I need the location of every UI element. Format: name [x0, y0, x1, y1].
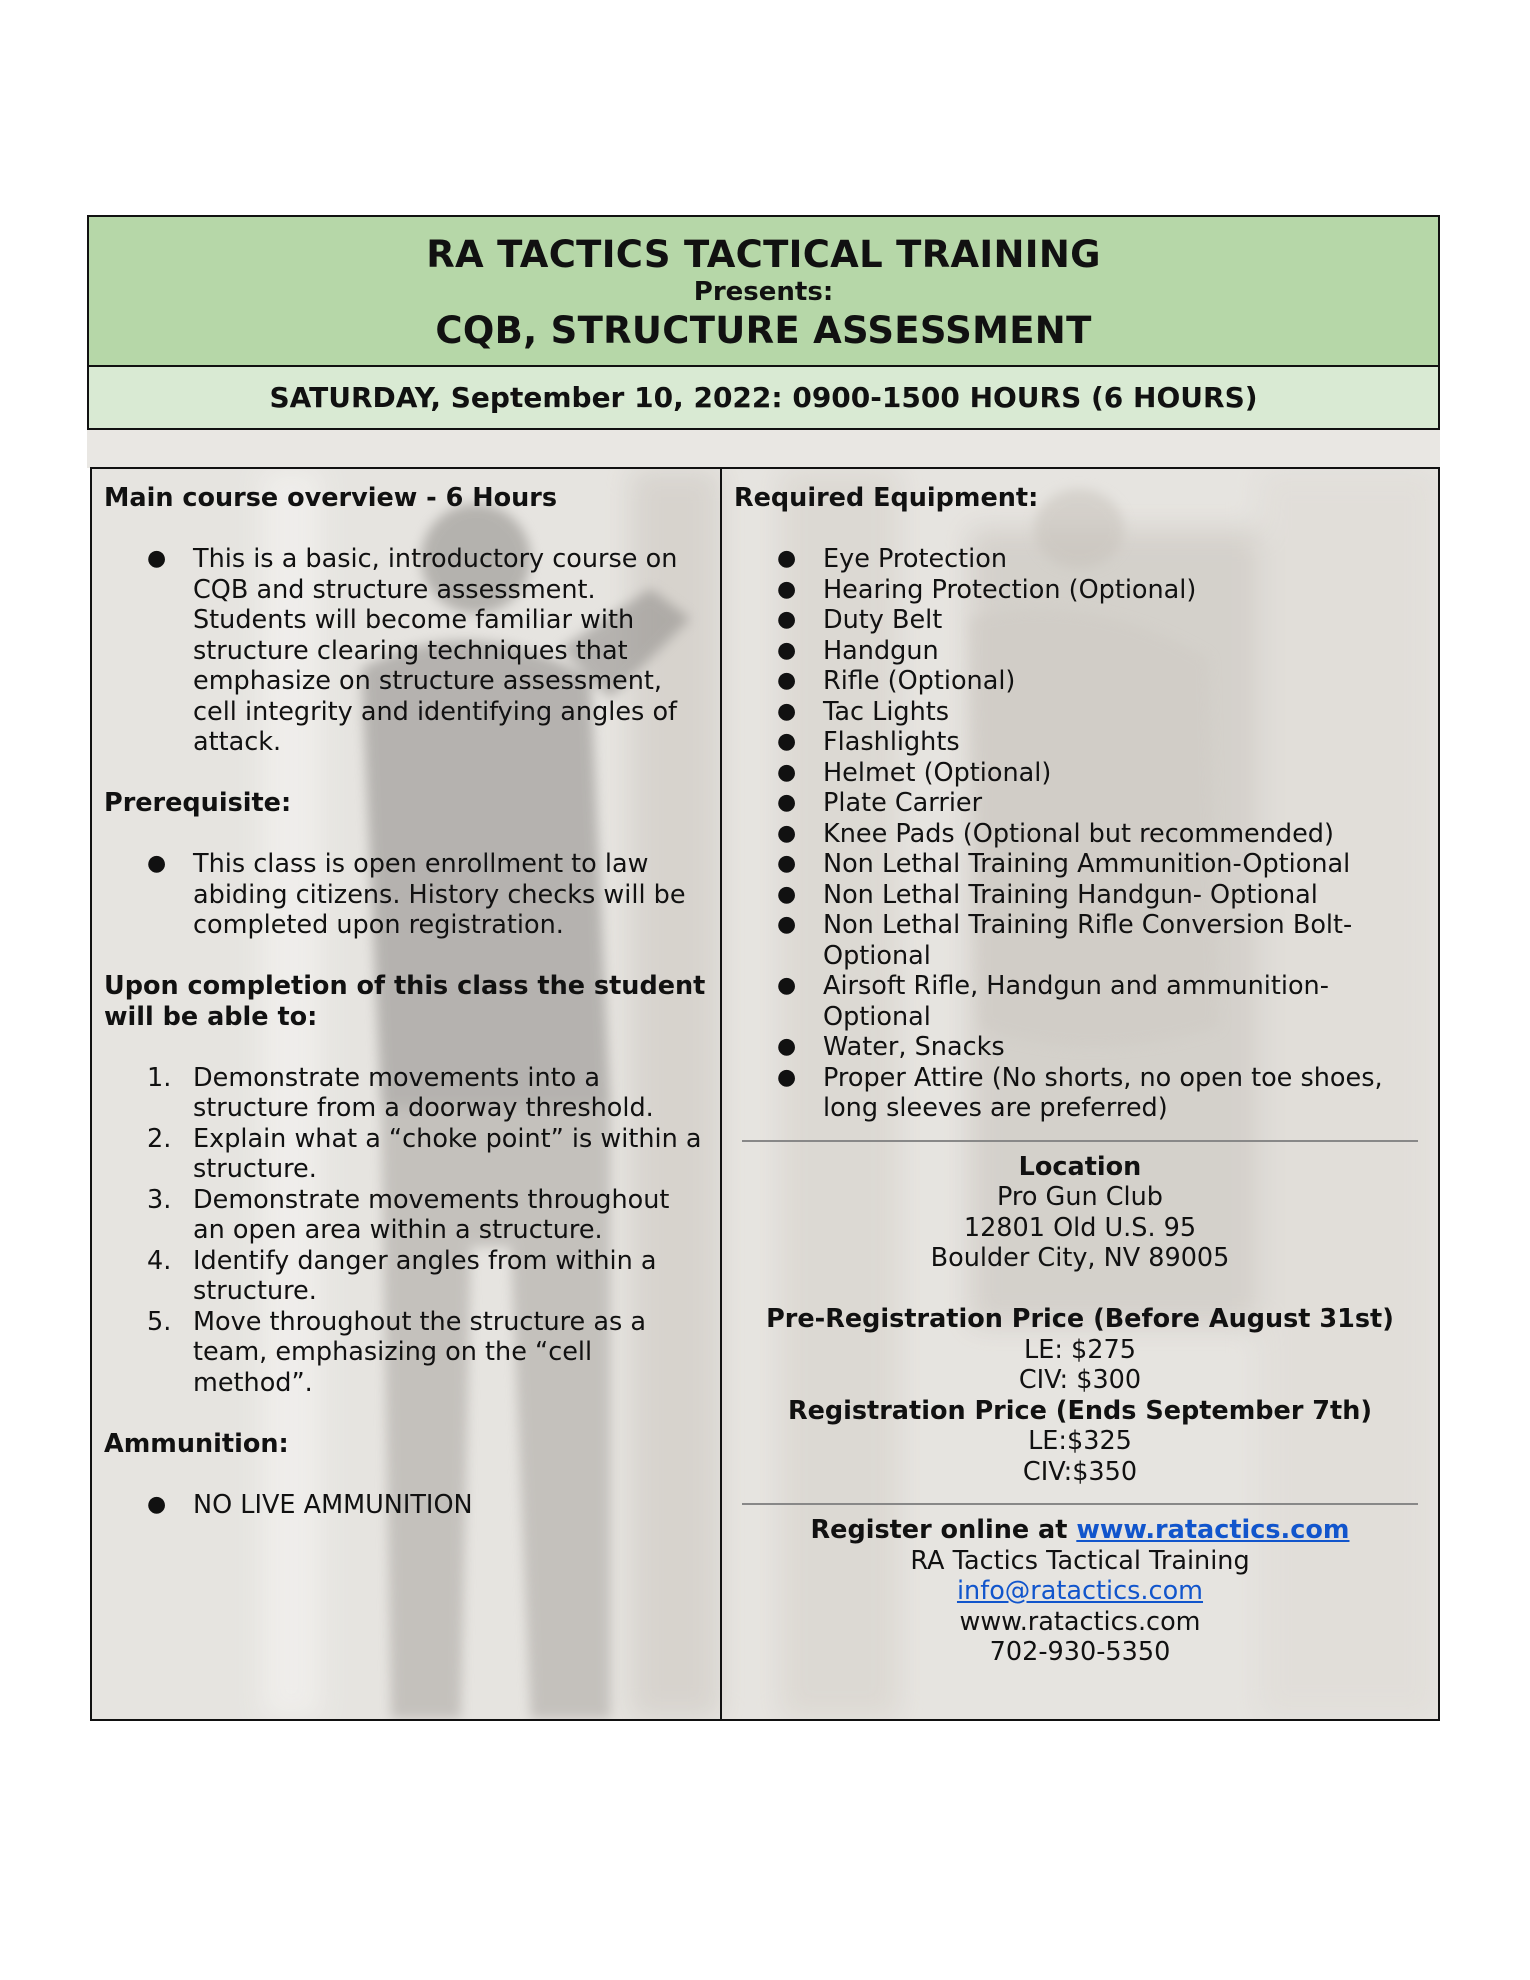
list-item: ● Rifle (Optional)	[777, 666, 1016, 696]
bullet-icon: ●	[777, 1064, 797, 1090]
bullet-icon: ●	[777, 973, 797, 998]
bullet-icon: ●	[777, 729, 797, 754]
list-item: ● This class is open enrollment to law abiding citizens. History checks will be completed upon registration.	[147, 849, 686, 940]
location-name: Pro Gun Club	[997, 1182, 1163, 1212]
pre-registration-civ-price: CIV: $300	[1018, 1365, 1142, 1395]
bullet-icon: ●	[777, 637, 797, 663]
bullet-icon: ●	[777, 668, 797, 693]
list-item: ● Airsoft Rifle, Handgun and ammunition-Optional	[777, 971, 1329, 1032]
list-item: ● Proper Attire (No shorts, no open toe shoes, long sleeves are preferred)	[777, 1062, 1383, 1123]
equipment-list	[734, 544, 1426, 1124]
bullet-icon: ●	[777, 546, 797, 571]
registration-civ-price: CIV:$350	[1022, 1456, 1138, 1487]
register-line: Register online at www.ratactics.com	[810, 1515, 1350, 1545]
header-title-cell	[89, 217, 1438, 367]
list-item: 1. Demonstrate movements into a structure from a doorway threshold.	[147, 1062, 654, 1123]
registration-heading: Registration Price (Ends September 7th)	[787, 1395, 1373, 1426]
left-column	[92, 469, 722, 1719]
phone-number: 702-930-5350	[989, 1637, 1171, 1667]
completion-heading: Upon completion of this class the student will be able to:	[104, 971, 706, 1032]
completion-list	[104, 1063, 708, 1399]
bullet-icon: ●	[777, 576, 797, 602]
list-item: ● Water, Snacks	[777, 1032, 1005, 1062]
bullet-icon: ●	[147, 851, 167, 876]
website-text: www.ratactics.com	[959, 1606, 1201, 1637]
location-street: 12801 Old U.S. 95	[963, 1212, 1197, 1243]
bullet-icon: ●	[777, 820, 797, 846]
bullet-icon: ●	[777, 607, 797, 632]
course-date: SATURDAY, September 10, 2022: 0900-1500 HOURS (6 HOURS)	[89, 367, 1438, 428]
list-item: ● Duty Belt	[777, 605, 943, 635]
org-title: RA TACTICS TACTICAL TRAINING	[426, 233, 1101, 276]
list-item: ● Hearing Protection (Optional)	[777, 574, 1197, 605]
list-item: 3. Demonstrate movements throughout an open area within a structure.	[147, 1184, 670, 1245]
email-link[interactable]: info@ratactics.com	[956, 1576, 1204, 1606]
list-item: ● Eye Protection	[777, 544, 1008, 574]
course-title: CQB, STRUCTURE ASSESSMENT	[435, 309, 1092, 352]
overview-heading: Main course overview - 6 Hours	[104, 483, 558, 513]
section-divider	[742, 1503, 1418, 1505]
list-item: ● Handgun	[777, 635, 939, 666]
bullet-icon: ●	[147, 546, 167, 571]
bullet-icon: ●	[777, 1034, 797, 1059]
equipment-heading: Required Equipment:	[734, 483, 1039, 513]
ammunition-list	[104, 1490, 708, 1521]
list-item: ● Knee Pads (Optional but recommended)	[777, 818, 1334, 849]
contact-block	[734, 1515, 1426, 1668]
list-item: ● Flashlights	[777, 727, 960, 757]
ammunition-heading: Ammunition:	[104, 1428, 289, 1459]
right-column	[722, 469, 1438, 1719]
bullet-icon: ●	[777, 698, 797, 724]
pre-registration-heading: Pre-Registration Price (Before August 31st)	[766, 1304, 1394, 1334]
bullet-icon: ●	[777, 759, 797, 785]
list-item: 4. Identify danger angles from within a structure.	[147, 1245, 657, 1306]
bullet-icon: ●	[777, 881, 797, 907]
bullet-icon: ●	[777, 790, 797, 815]
list-item: ● Plate Carrier	[777, 788, 983, 818]
header-table	[87, 215, 1440, 430]
course-details-table	[90, 467, 1440, 1721]
org-name: RA Tactics Tactical Training	[910, 1545, 1250, 1576]
pre-registration-le-price: LE: $275	[1024, 1334, 1136, 1365]
bullet-icon: ●	[777, 851, 797, 876]
register-link[interactable]: www.ratactics.com	[1076, 1515, 1350, 1545]
list-item: ● Tac Lights	[777, 696, 950, 727]
list-item: ● Non Lethal Training Rifle Conversion Bolt-Optional	[777, 910, 1353, 971]
list-item: 2. Explain what a “choke point” is within a structure.	[147, 1123, 702, 1184]
overview-list	[104, 544, 708, 758]
presents-label: Presents:	[693, 277, 834, 307]
prerequisite-list	[104, 849, 708, 941]
list-item: 5. Move throughout the structure as a team, emphasizing on the “cell method”.	[147, 1306, 646, 1398]
list-item: ● Non Lethal Training Ammunition-Optional	[777, 849, 1351, 879]
location-block	[734, 1152, 1426, 1488]
prerequisite-heading: Prerequisite:	[104, 788, 292, 818]
list-item: ● This is a basic, introductory course on CQB and structure assessment. Students will become familiar with structure clearing techniques that emphasize on structure assessment, cell integrity and identifying angles of attack.	[147, 544, 678, 757]
location-heading: Location	[1018, 1151, 1142, 1182]
registration-le-price: LE:$325	[1028, 1426, 1132, 1456]
bullet-icon: ●	[777, 912, 797, 937]
list-item: ● Non Lethal Training Handgun- Optional	[777, 879, 1318, 910]
photo-strip	[87, 430, 1440, 468]
list-item: ● Helmet (Optional)	[777, 757, 1052, 788]
section-divider	[742, 1140, 1418, 1142]
list-item: ● NO LIVE AMMUNITION	[147, 1489, 473, 1520]
location-city: Boulder City, NV 89005	[930, 1243, 1230, 1273]
bullet-icon: ●	[147, 1491, 167, 1517]
